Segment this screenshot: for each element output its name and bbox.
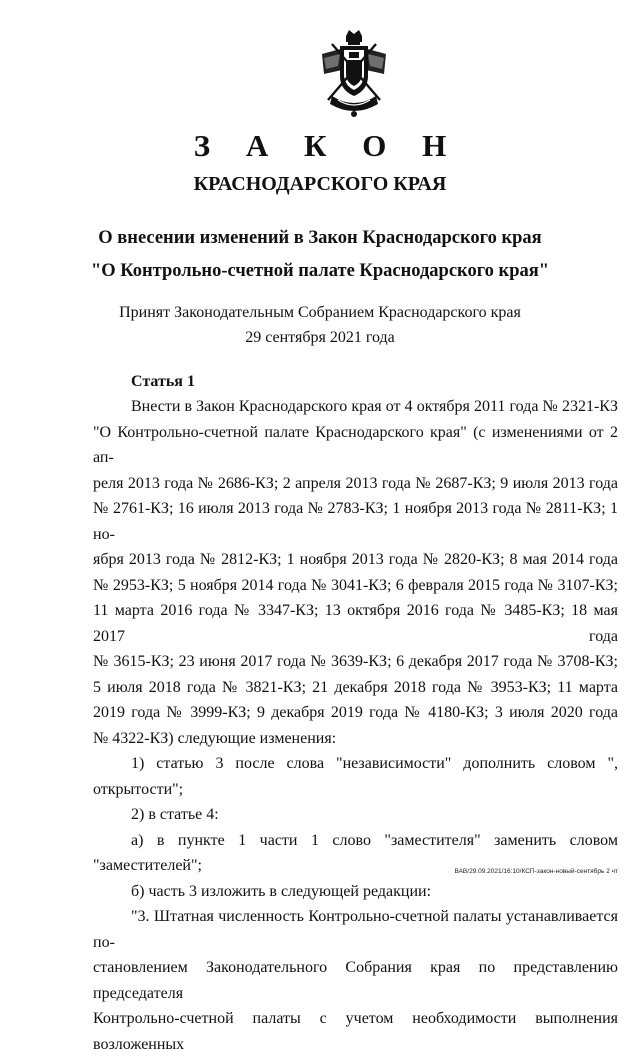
krasnodar-coat-of-arms-icon (318, 30, 390, 120)
article-intro (93, 394, 618, 751)
subject-line: О внесении изменений в Закон Краснодарского края (98, 228, 542, 248)
text-line: 5 июля 2018 года № 3821-КЗ; 21 декабря 2018 года № 3953-КЗ; 11 марта (93, 678, 618, 696)
adoption-date: 29 сентября 2021 года (245, 329, 395, 346)
amendment-item: 2) в статье 4: (131, 806, 219, 823)
text-line: № 4322-КЗ) следующие изменения: (93, 729, 337, 747)
document-stamp: ВАВ/29.09.2021/16:10/КСП-закон-новый-сентябрь 2 чт (454, 868, 618, 875)
text-line: № 2761-КЗ; 16 июля 2013 года № 2783-КЗ; 1 ноября 2013 года № 2811-КЗ; 1 но- (93, 500, 618, 543)
quoted-provision (93, 904, 618, 1057)
adoption-line: Принят Законодательным Собранием Краснодарского края (119, 304, 521, 321)
law-subject (0, 222, 640, 288)
text-line: № 3615-КЗ; 23 июня 2017 года № 3639-КЗ; 6 декабря 2017 года № 3708-КЗ; (93, 653, 618, 670)
text-line: "О Контрольно-счетной палате Краснодарского края" (с изменениями от 2 ап- (93, 423, 618, 466)
text-line: 11 марта 2016 года № 3347-КЗ; 13 октября 2016 года № 3485-КЗ; 18 мая 2017 года (93, 602, 618, 645)
text-line: № 2953-КЗ; 5 ноября 2014 года № 3041-КЗ; 6 февраля 2015 года № 3107-КЗ; (93, 576, 618, 594)
text-line: становлением Законодательного Собрания края по представлению председателя (93, 959, 618, 1002)
text-line: Внести в Закон Краснодарского края от 4 октября 2011 года № 2321-КЗ (131, 398, 618, 415)
text-line: 2019 года № 3999-КЗ; 9 декабря 2019 года № 4180-КЗ; 3 июля 2020 года (93, 704, 618, 721)
region-title: КРАСНОДАРСКОГО КРАЯ (193, 173, 447, 195)
adoption-note (0, 300, 640, 350)
article-heading: Статья 1 (131, 373, 195, 390)
amendment-item: б) часть 3 изложить в следующей редакции: (131, 882, 432, 900)
amendment-item: 1) статью 3 после слова "независимости" дополнить словом ", открытости"; (93, 755, 618, 798)
text-line: Контрольно-счетной палаты с учетом необходимости выполнения возложенных (93, 1010, 618, 1053)
text-line: реля 2013 года № 2686-КЗ; 2 апреля 2013 года № 2687-КЗ; 9 июля 2013 года (93, 474, 618, 492)
text-line: "3. Штатная численность Контрольно-счетной палаты устанавливается по- (93, 908, 618, 951)
text-line: ября 2013 года № 2812-КЗ; 1 ноября 2013 года № 2820-КЗ; 8 мая 2014 года (93, 551, 618, 568)
law-title: З А К О Н (193, 128, 461, 163)
subject-line: "О Контрольно-счетной палате Краснодарского края" (90, 261, 550, 281)
amendment-item: а) в пункте 1 части 1 слово "заместителя" заменить словом "заместителей"; (93, 831, 618, 874)
article-body (93, 394, 618, 1057)
